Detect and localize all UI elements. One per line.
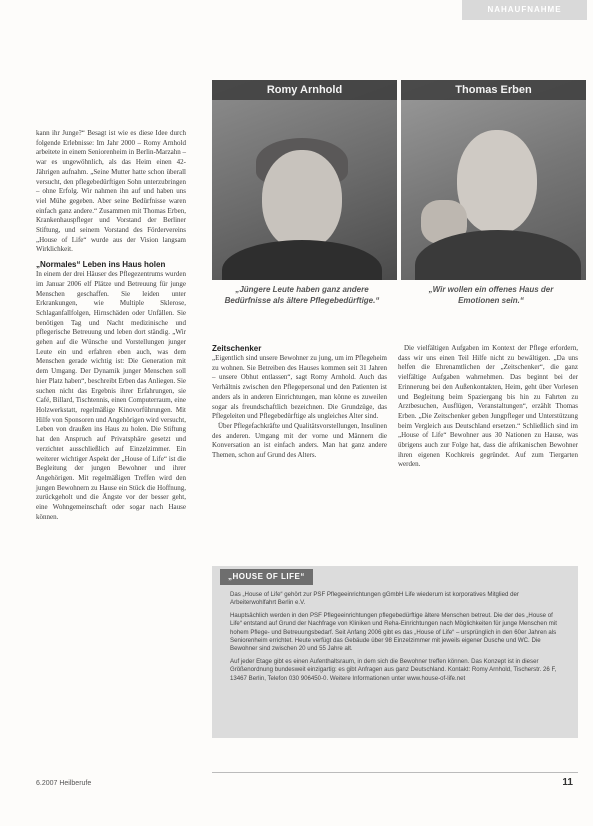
info-paragraph: Auf jeder Etage gibt es einen Aufenthaltsraum, in dem sich die Bewohner treffen können. Das Konzept ist in dieser Größenordnung bundesweit einzigartig: es gibt Anfragen aus ganz Deutschland. Kontakt: Romy Arnhold, Tischerstr. 26 F, 13467 Berlin, Telefon 030 906450-0. Weitere Informationen unter www.house-of-life.net [230, 657, 557, 682]
paragraph: „Eigentlich sind unsere Bewohner zu jung, um im Pflegeheim zu wohnen. Sie Betreiben des Hauses kommen seit 31 Jahren – unsere Obhut entlassen“, sagt Romy Arnhold. Auch das Verhältnis zwischen den Pflegepersonal und den Patienten ist anders als in anderen Einrichtungen, man könne es zuweilen sogar als freundschaftlich bezeichnen. Die Grundzüge, das Pflegeleiten und Pflegebedürftige als ungleiches Alter sind. [212, 354, 387, 421]
info-paragraph: Hauptsächlich werden in den PSF Pflegeeinrichtungen pflegebedürftige ältere Menschen betreut. Die der des „House of Life“ entstand auf Grund der Nachfrage von Kliniken und Reha-Einrichtungen nach Möglichkeiten für junge Menschen mit hohem Pflege- und Betreuungsbedarf. Seit Anfang 2006 gibt es das „House of Life“ – ursprünglich in den 60er Jahren als Seniorenheim errichtet. Heute verfügt das Gebäude über 98 Einzelzimmer mit jeweils eigener Dusche und WC. Die Bewohner sind zwischen 20 und 55 Jahre alt. [230, 611, 557, 653]
info-box-tag: „HOUSE OF LIFE“ [220, 569, 313, 585]
text-column-2 [212, 344, 387, 461]
face-shape [457, 130, 537, 234]
pull-quote-erben: „Wir wollen ein offenes Haus der Emotionen sein.“ [428, 285, 554, 305]
text-column-1 [36, 129, 186, 522]
portrait-name: Thomas Erben [401, 80, 586, 100]
paragraph: Die vielfältigen Aufgaben im Kontext der Pflege erfordern, dass wir uns einen Teil Hilfe nicht zu bewältigen. „Da uns helfen die Ehrenamtlichen der „Zeitschenker“, die ganz vielfältige Aufgaben wahrnehmen. Das beginnt bei der Erinnerung bei den Außenkontakten, Heim, geht über Vorlesen und Begleitung beim Spaziergang bis hin zu Fahrten zu Arztbesuchen, Ausflügen, Veranstaltungen“, erzählt Thomas Erben. „Die Zeitschenker geben Jungpfleger und Unterstützung beim Vergleich aus Deutschland ersetzen.“ Schließlich sind im „House of Life“ Bewohner aus 30 Nationen zu Hause, was übrigens auch zur Folge hat, dass die afrikanischen Bewohner ihren eigenen Kochkreis gegründet. Auf zum Tiergarten werden. [398, 344, 578, 469]
portrait-thomas-erben [401, 80, 586, 280]
portrait-romy-arnhold [212, 80, 397, 280]
info-box [212, 566, 578, 738]
paragraph: Über Pflegefachkräfte und Qualitätsvorstellungen, Insulinen des anderen. Umgang mit der vorne und Männern die Konversation an ist einfach anders. Man hat ganz andere Themen, schon auf Grund des Alters. [212, 421, 387, 460]
paragraph: kann ihr Junge?“ Besagt ist wie es diese Idee durch folgende Erlebnisse: Im Jahr 2000 – Romy Arnhold arbeitete in einem Seniorenheim in Berlin-Marzahn – war es ungewöhnlich, als das Heim einen 42-Jährigen aufnahm. „Seine Mutter hatte schon überall versucht, den pflegebedürftigen Sohn unterzubringen – ohne Erfolg. Wir nahmen ihn auf und haben uns viel Mühe gegeben. Aber seine Bedürfnisse waren einfach ganz andere.“ Zusammen mit Thomas Erben, Krankenhauspfleger und Vorstand der Berliner Stiftung, und seinem Vorstand des Fördervereins „House of Life“ wurde aus der Vision langsam Wirklichkeit. [36, 129, 186, 254]
subheading: Zeitschenker [212, 344, 262, 353]
paragraph: In einem der drei Häuser des Pflegezentrums wurden im Januar 2006 elf Plätze und Betreuung für junge Menschen geschaffen. Sie leiden unter Erkrankungen, wie Multiple Sklerose, Schlaganfallfolgen, Hirnschäden oder Unfällen. Sie benötigen Tag und Nacht medizinische und pflegerische Betreuung und leben dort ständig. „Wir gehen auf die Wünsche und Vorstellungen junger Leute ein und erfahren eben auch, was dem Menschen gerade wichtig ist: Die Generation mit dem Umgang. Der Dynamik junger Menschen soll hier Platz haben“, beschreibt Erben das Anliegen. Sie suchen nicht das Ergebnis ihrer Erfahrungen, sie Café, Billard, Tischtennis, einen Computerraum, eine Holzwerkstatt, regelmäßige Kinovorführungen. Mit Hilfe von Sponsoren und Angehörigen wird versucht, Leben von draußen ins Haus zu holen. Die Stiftung hat den Anspruch auf Privatsphäre gesetzt und verzichtet ausschließlich auf Einzelzimmer. Ein weiterer wichtiger Aspekt der „House of Life“ ist die Begleitung der jungen Bewohner und ihrer Angehörigen. Mit regelmäßigen Treffen wird den jungen Bewohnern zu Hause ein Stück die Hoffnung, zurückgeholt und die Ängste vor der besser geht, eine Wohngemeinschaft oder sogar nach Hause können. [36, 270, 186, 521]
text-column-3 [398, 344, 578, 470]
portrait-strip [212, 80, 586, 280]
face-shape [262, 150, 342, 250]
shoulders-shape [222, 240, 382, 280]
page-number: 11 [562, 777, 573, 788]
pull-quote-arnhold: „Jüngere Leute haben ganz andere Bedürfnisse als ältere Pflegebedürftige.“ [224, 285, 380, 305]
issue-label: 6.2007 Heilberufe [36, 780, 92, 787]
footer-rule [212, 772, 578, 773]
info-box-body [230, 591, 566, 687]
section-label: NAHAUFNAHME [462, 0, 587, 20]
subheading: „Normales“ Leben ins Haus holen [36, 260, 166, 270]
portrait-name: Romy Arnhold [212, 80, 397, 100]
info-paragraph: Das „House of Life“ gehört zur PSF Pflegeeinrichtungen gGmbH Life wiederum ist korporatives Mitglied der Arbeiterwohlfahrt Berlin e.V. [230, 591, 519, 607]
